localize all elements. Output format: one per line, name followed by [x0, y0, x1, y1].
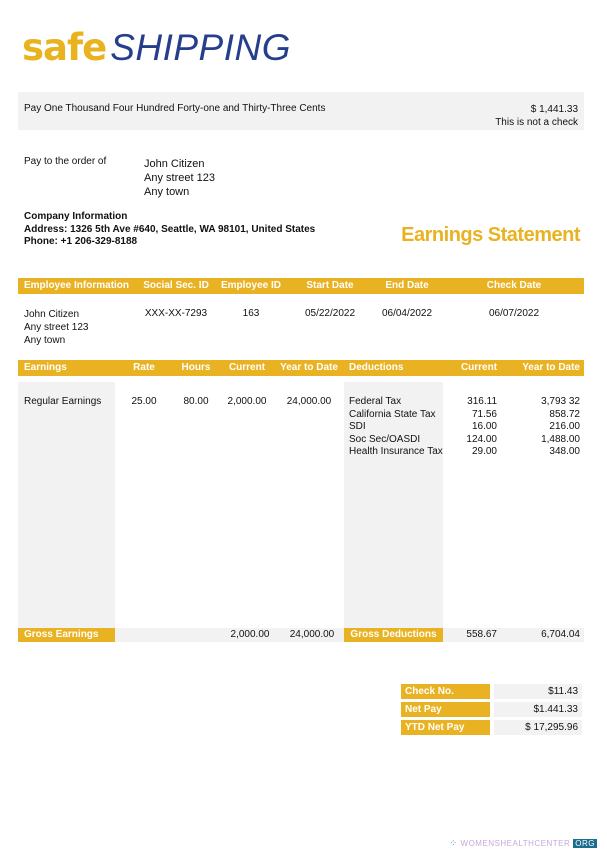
watermark-text: WOMENSHEALTHCENTER [460, 839, 571, 848]
net-pay-value: $1.441.33 [494, 702, 582, 717]
company-address: Address: 1326 5th Ave #640, Seattle, WA 98101, United States [24, 223, 316, 235]
employee-id-value: 163 [242, 308, 260, 319]
check-date-value: 06/07/2022 [488, 308, 540, 319]
col-employee-id: Employee ID [218, 278, 284, 294]
employee-ssn: XXX-XX-7293 [144, 308, 208, 319]
amount-in-words: Pay One Thousand Four Hundred Forty-one and Thirty-Three Cents [24, 103, 326, 114]
statement-title: Earnings Statement [401, 224, 580, 246]
col-deductions: Deductions [349, 360, 403, 376]
deduction-ytd: 1,488.00 [541, 433, 580, 445]
deduction-label: SDI [349, 421, 366, 432]
earning-current: 2,000.00 [227, 396, 267, 407]
earning-label: Regular Earnings [24, 396, 102, 407]
net-pay-label: Net Pay [401, 702, 490, 717]
col-earnings: Earnings [24, 360, 67, 376]
logo-safe-text: safe [22, 26, 107, 69]
employee-info [24, 308, 88, 347]
deduction-current: 316.11 [467, 396, 497, 407]
deduction-currents [450, 396, 497, 459]
pay-amount-block [495, 103, 578, 129]
end-date-value: 06/04/2022 [381, 308, 433, 319]
earning-rate: 25.00 [131, 396, 157, 407]
pay-amount: $ 1,441.33 [530, 104, 578, 115]
deduction-ytds [510, 396, 580, 459]
deduction-ytd: 858.72 [549, 408, 580, 420]
company-info [24, 211, 315, 249]
start-date-value: 05/22/2022 [304, 308, 356, 319]
col-deduction-current: Current [454, 360, 504, 376]
col-deduction-ytd: Year to Date [510, 360, 580, 376]
ytd-net-pay-label: YTD Net Pay [401, 720, 490, 735]
gross-deductions-label: Gross Deductions [344, 628, 443, 642]
payee-address [144, 157, 215, 199]
deduction-ytd: 216.00 [549, 421, 580, 432]
check-no-label: Check No. [401, 684, 490, 699]
col-check-date: Check Date [476, 278, 552, 294]
company-logo [22, 26, 291, 70]
watermark-badge: ORG [575, 839, 595, 848]
employee-name: John Citizen [24, 309, 80, 320]
payee-town: Any town [144, 186, 190, 198]
pay-amount-band [18, 92, 584, 130]
deduction-label: California State Tax [349, 408, 436, 420]
col-start-date: Start Date [296, 278, 364, 294]
deduction-label: Soc Sec/OASDI [349, 433, 421, 445]
logo-shipping-text: SHIPPING [110, 27, 292, 68]
gross-earnings-ytd: 24,000.00 [289, 629, 335, 640]
earnings-label-column [18, 382, 115, 628]
gross-deductions-ytd: 6,704.04 [541, 629, 580, 640]
col-year-to-date: Year to Date [278, 360, 340, 376]
watermark [449, 838, 597, 849]
deduction-label: Federal Tax [349, 396, 402, 407]
col-ssn: Social Sec. ID [140, 278, 212, 294]
gross-earnings-label: Gross Earnings [18, 628, 115, 642]
deduction-label: Health Insurance Tax [349, 446, 443, 457]
ytd-net-pay-value: $ 17,295.96 [494, 720, 582, 735]
deduction-ytd: 348.00 [549, 446, 580, 457]
deduction-labels [349, 396, 443, 459]
earning-hours: 80.00 [183, 396, 209, 407]
deduction-current: 124.00 [466, 433, 497, 445]
deduction-current: 16.00 [471, 421, 497, 432]
payee-street: Any street 123 [144, 172, 215, 184]
deduction-ytd: 3,793 32 [541, 396, 580, 407]
employee-town: Any town [24, 335, 66, 346]
dots-logo-icon: ⁘ [449, 838, 458, 848]
pay-to-order-label: Pay to the order of [24, 156, 107, 167]
company-phone: Phone: +1 206-329-8188 [24, 236, 138, 247]
gross-deductions-current: 558.67 [466, 629, 497, 640]
company-info-heading: Company Information [24, 211, 128, 222]
deduction-current: 29.00 [471, 446, 497, 457]
check-no-value: $11.43 [494, 684, 582, 699]
employee-street: Any street 123 [24, 322, 89, 333]
col-rate: Rate [124, 360, 164, 376]
col-employee-information: Employee Information [24, 278, 129, 294]
not-a-check-note: This is not a check [495, 117, 578, 128]
col-current: Current [224, 360, 270, 376]
col-end-date: End Date [372, 278, 442, 294]
col-hours: Hours [176, 360, 216, 376]
deduction-current: 71.56 [471, 408, 497, 420]
gross-earnings-current: 2,000.00 [230, 629, 270, 640]
earning-ytd: 24,000.00 [286, 396, 332, 407]
payee-name: John Citizen [144, 158, 205, 170]
